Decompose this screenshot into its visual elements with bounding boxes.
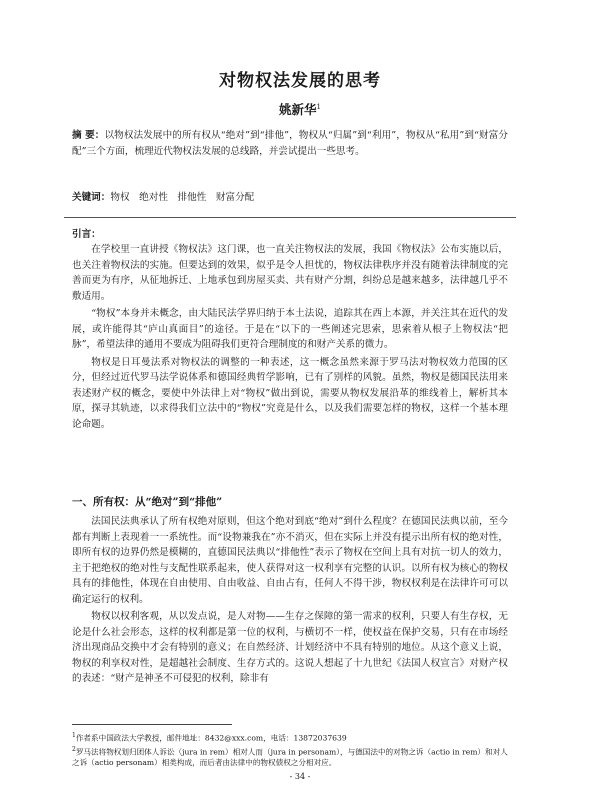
- abstract-text: 以物权法发展中的所有权从“绝对”到“排他”，物权从“归属”到“利用”，物权从“私用”到“财富分配”三个方面，梳理近代物权法发展的总线路，并尝试提出一些思考。: [72, 130, 509, 157]
- abstract: [72, 128, 508, 160]
- keywords-label: 关键词：: [72, 192, 111, 203]
- keywords: [72, 190, 508, 206]
- abstract-label: 摘 要：: [72, 130, 105, 141]
- footnote: [72, 730, 508, 744]
- section-paragraph: 物权以权利客观，从以发点说，是人对物——生存之保障的第一需求的权利，只要人有生存权，无论是什么社会形态，这样的权利都是第一位的权利，与横切不一样，使权益在保护交易，只有在市场经济出现商品交换中才会有特别的意义；在自然经济、计划经济中不具有特别的地位。从这个意义上说，物权的利享权对性，是超越社会制度、生存方式的。这说人想起了十九世纪《法国人权宣言》对财产权的表述：“财产是神圣不可侵犯的权利，除非有: [72, 611, 508, 684]
- intro-paragraph: 物权是日耳曼法系对物权法的调整的一种表述，这一概念虽然来源于罗马法对物权效力范围的区分，但经过近代罗马法学说体系和德国经典哲学影响，已有了别样的风貌。虽然，物权是德国民法用来表述财产权的概念，要使中外法律上对“物权”做出到说，需要从物权发展沿革的维线着上，解析其本原，探寻其轨迹，以求得我们立法中的“物权”究竟是什么，以及我们需要怎样的物权，这样一个基本理论命题。: [72, 356, 508, 430]
- footnote-text: 罗马法将物权划归团体人诉讼（jura in rem）相对人而（jura in personam），与德国法中的对物之诉（actio in rem）和对人之诉（actio personam）相类构成，而后者由法律中的物权债权之分相对应。: [72, 747, 508, 768]
- footnotes: [72, 730, 508, 768]
- author-name: 姚新华: [279, 102, 317, 117]
- section-paragraph: 法国民法典承认了所有权绝对原则，但这个绝对到底“绝对”到什么程度？在德国民法典以前，至今都有判断上表现着一一系统性。而“设物兼我在”亦不消灭，但在实际上并没有提示出所有权的绝对性，即所有权的边界仍然是模糊的，直德国民法典以“排他性”表示了物权在空间上具有对抗一切人的效力，主于把绝权的绝对性与支配性联系起来，使人获得对这一权利享有完整的认识。以所有权为核心的物权具有的排他性，体现在自由使用、自由收益、自由占有，任何人不得干涉，物权权利是在法律许可可以确定运行的权利。: [72, 516, 508, 605]
- intro-paragraph: 在学校里一直讲授《物权法》这门课，也一直关注物权法的发展，我国《物权法》公布实施以后，也关注着物权法的实施。但要达到的效果，似乎是令人担忧的，物权法律秩序并没有随着法律制度的完善而更为有序，从征地拆迁、上地承包到房屋买卖、共有财产分割，纠纷总是越来越多，法律越几乎不敷适用。: [72, 244, 508, 302]
- footnote-text: 作者系中国政法大学教授，邮件地址：8432@xxx.com，电话：13872037639: [75, 733, 347, 743]
- article-title: 对物权法发展的思考: [219, 71, 381, 91]
- author-footnote-mark: 1: [316, 102, 321, 111]
- footnote-mark: 2: [72, 745, 76, 753]
- intro-paragraph: “物权”本身并未概念，由大陆民法学界归纳于本土法说，追踪其在西上本源，并关注其在近代的发展，或许能得其“庐山真面目”的途径。于是在“以下的一些阐述完思索，思索着从根子上物权法“把脉”，希望法律的通用不要成为阻碍我们更符合理制度的和财产关系的微力。: [72, 308, 508, 350]
- footnote-mark: 1: [72, 732, 76, 739]
- keywords-text: 物权 绝对性 排他性 财富分配: [110, 192, 255, 203]
- footnote-divider: [72, 724, 232, 725]
- author-line: [0, 100, 600, 118]
- footnote: [72, 744, 508, 769]
- intro-body: [72, 242, 508, 434]
- intro-heading: 引言：: [72, 229, 101, 240]
- section-heading: 一、所有权：从“绝对”到“排他”: [72, 496, 223, 508]
- divider: [64, 217, 516, 218]
- page-number: - 34 -: [289, 772, 311, 781]
- section-body: [72, 514, 508, 689]
